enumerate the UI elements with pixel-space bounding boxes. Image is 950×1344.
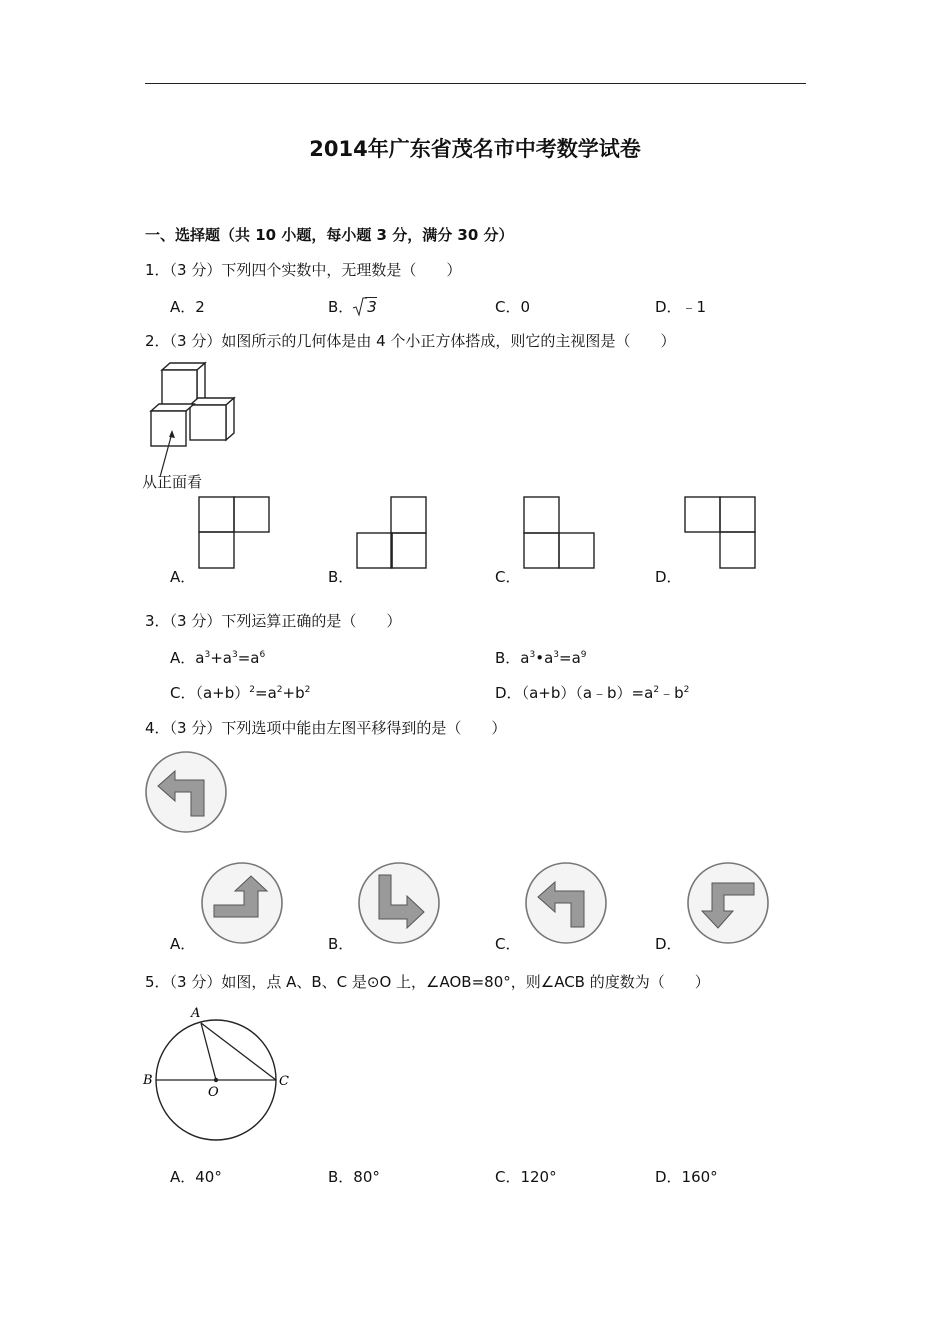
q3-d-sup1: 2 — [653, 685, 660, 695]
q3-option-b — [495, 647, 587, 668]
q4-option-d-sign — [686, 861, 770, 945]
q3-a-sup1: 3 — [204, 650, 211, 660]
q4-option-a: A． — [170, 935, 196, 953]
q3-option-d — [495, 682, 689, 703]
q2-option-c: C． — [495, 568, 521, 586]
q3-option-c — [170, 682, 310, 703]
q1-option-b — [328, 296, 377, 317]
q3-b-part2: •a — [535, 649, 554, 667]
q3-d-part2: ﹣b — [659, 684, 684, 702]
q2-option-d-figure — [684, 496, 764, 576]
left-turn-sign-original — [144, 750, 228, 834]
q2-option-b: B． — [328, 568, 354, 586]
q3-b-prefix: B． — [495, 649, 521, 667]
q1-option-c: C．0 — [495, 298, 531, 316]
q3-b-sup3: 9 — [580, 650, 587, 660]
q3-b-sup1: 3 — [529, 650, 536, 660]
q2-stem: 2．（3 分）如图所示的几何体是由 4 个小正方体搭成，则它的主视图是（ ） — [145, 332, 676, 350]
q2-option-a-figure — [198, 496, 278, 576]
sqrt-symbol — [353, 298, 377, 316]
q3-c-prefix: C． — [170, 684, 196, 702]
q3-c-part2: =a — [255, 684, 277, 702]
q1-option-b-radicand: 3 — [367, 298, 377, 316]
q5-option-a: A．40° — [170, 1168, 222, 1186]
q4-stem: 4．（3 分）下列选项中能由左图平移得到的是（ ） — [145, 719, 507, 737]
page-title: 2014年广东省茂名市中考数学试卷 — [309, 137, 641, 161]
q5-option-c: C．120° — [495, 1168, 557, 1186]
q2-option-b-figure — [356, 496, 436, 576]
point-a-label: A — [191, 1006, 201, 1021]
q3-a-part3: =a — [237, 649, 260, 667]
cube-stack-figure — [148, 362, 248, 452]
q5-option-d: D．160° — [655, 1168, 718, 1186]
q3-stem: 3．（3 分）下列运算正确的是（ ） — [145, 612, 402, 630]
q3-c-part3: +b — [282, 684, 305, 702]
q3-option-a — [170, 647, 265, 668]
q4-option-b-sign — [357, 861, 441, 945]
q3-d-prefix: D． — [495, 684, 522, 702]
q2-option-a: A． — [170, 568, 196, 586]
q4-option-a-sign — [200, 861, 284, 945]
q1-option-d: D．﹣1 — [655, 298, 707, 316]
q1-option-a: A．2 — [170, 298, 205, 316]
q3-a-prefix: A． — [170, 649, 196, 667]
q3-c-sup2: 2 — [276, 685, 283, 695]
q3-c-sup1: 2 — [249, 685, 256, 695]
q1-option-b-prefix: B． — [328, 298, 354, 316]
point-b-label: B — [143, 1073, 153, 1088]
q4-option-d: D． — [655, 935, 682, 953]
header-rule — [145, 83, 806, 84]
q3-c-part1: （a+b） — [195, 684, 250, 702]
q5-option-b: B．80° — [328, 1168, 380, 1186]
point-o-label: O — [208, 1085, 219, 1100]
circle-geometry-figure — [140, 1003, 300, 1143]
q3-c-sup3: 2 — [304, 685, 311, 695]
q3-a-part2: +a — [210, 649, 232, 667]
q2-option-c-figure — [523, 496, 603, 576]
q2-option-d: D． — [655, 568, 682, 586]
q3-d-part1: （a+b）（a﹣b）=a — [521, 684, 654, 702]
q4-option-b: B． — [328, 935, 354, 953]
view-direction-label: 从正面看 — [142, 473, 203, 491]
q5-stem: 5．（3 分）如图，点 A、B、C 是⊙O 上，∠AOB=80°，则∠ACB 的度数为（ ） — [145, 973, 710, 991]
point-c-label: C — [279, 1074, 289, 1089]
q3-b-sup2: 3 — [553, 650, 560, 660]
q4-option-c: C． — [495, 935, 521, 953]
q3-a-part1: a — [195, 649, 205, 667]
q3-d-sup2: 2 — [683, 685, 690, 695]
q1-stem: 1．（3 分）下列四个实数中，无理数是（ ） — [145, 261, 462, 279]
section-heading: 一、选择题（共 10 小题，每小题 3 分，满分 30 分） — [145, 226, 514, 244]
q3-b-part3: =a — [559, 649, 581, 667]
q3-a-sup2: 3 — [231, 650, 238, 660]
q4-option-c-sign — [524, 861, 608, 945]
q3-b-part1: a — [520, 649, 530, 667]
q3-a-sup3: 6 — [259, 650, 266, 660]
